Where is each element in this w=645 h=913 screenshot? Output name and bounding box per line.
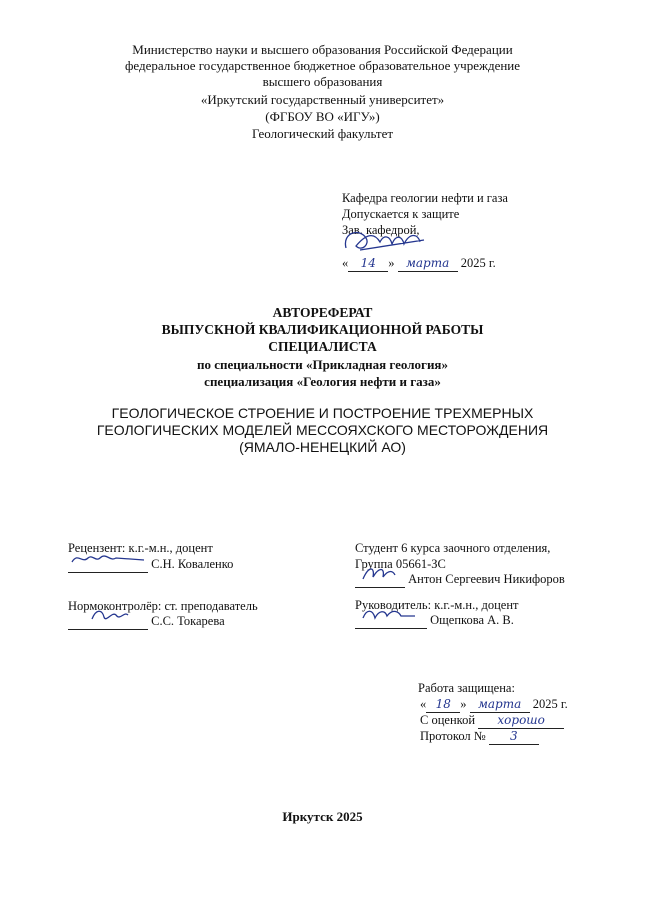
defense-date-close-quote: » [460,697,467,711]
specialty-line: по специальности «Прикладная геология» [197,357,448,372]
reviewer-sign-line [68,556,233,573]
supervisor-name: Ощепкова А. В. [430,613,514,627]
faculty-name: Геологический факультет [251,126,394,141]
approval-date [342,255,496,272]
grade-line [420,712,564,729]
protocol-line [420,728,539,745]
university-abbr: (ФГБОУ ВО «ИГУ») [265,109,380,124]
grade-value: хорошо [497,713,545,727]
defense-date-open-quote: « [420,697,427,711]
supervisor-role: Руководитель: к.г.-м.н., доцент [355,598,519,612]
city-year: Иркутск 2025 [282,809,363,824]
university-name: «Иркутский государственный университет» [200,92,445,107]
date-close-quote: » [388,256,395,270]
specialization-line: специализация «Геология нефти и газа» [204,374,441,389]
student-name: Антон Сергеевич Никифоров [408,572,565,586]
education-level-line: высшего образования [262,74,383,89]
student-group: Группа 05661-ЗС [355,557,446,571]
defense-date [420,696,568,713]
reviewer-role: Рецензент: к.г.-м.н., доцент [68,541,213,555]
doc-type-title: АВТОРЕФЕРАТ [272,305,373,320]
topic-line-2: ГЕОЛОГИЧЕСКИХ МОДЕЛЕЙ МЕССОЯХСКОГО МЕСТОРОЖДЕНИЯ [96,422,549,438]
grade-label: С оценкой [420,713,476,727]
approval-month: марта [405,256,450,270]
protocol-label: Протокол № [420,729,486,743]
degree-title: СПЕЦИАЛИСТА [268,339,377,354]
date-open-quote: « [342,256,349,270]
approval-day: 14 [360,256,376,270]
defense-label: Работа защищена: [418,681,515,695]
defense-month: марта [477,697,522,711]
supervisor-sign-line [355,612,514,629]
approval-year: 2025 г. [460,256,496,270]
reviewer-signature [70,550,148,572]
student-course: Студент 6 курса заочного отделения, [355,541,551,555]
student-sign-line [355,571,565,588]
defense-year: 2025 г. [532,697,568,711]
topic-line-3: (ЯМАЛО-НЕНЕЦКИЙ АО) [239,439,406,455]
admit-label: Допускается к защите [342,207,460,221]
defense-day: 18 [435,697,451,711]
institution-type-line: федеральное государственное бюджетное образовательное учреждение [124,58,521,73]
student-signature [359,563,399,589]
topic-line-1: ГЕОЛОГИЧЕСКОЕ СТРОЕНИЕ И ПОСТРОЕНИЕ ТРЕХМЕРНЫХ [111,405,534,421]
head-label: Зав. кафедрой, [342,223,420,237]
normcontrol-name: С.С. Токарева [151,614,225,628]
department-name: Кафедра геологии нефти и газа [342,191,508,205]
protocol-number: 3 [510,729,518,743]
normcontrol-signature [88,605,132,631]
supervisor-signature [359,604,419,630]
normcontrol-sign-line [68,613,225,630]
normcontrol-role: Нормоконтролёр: ст. преподаватель [68,599,258,613]
reviewer-name: С.Н. Коваленко [151,557,234,571]
work-type-title: ВЫПУСКНОЙ КВАЛИФИКАЦИОННОЙ РАБОТЫ [161,322,484,337]
ministry-line: Министерство науки и высшего образования Российской Федерации [132,42,513,57]
